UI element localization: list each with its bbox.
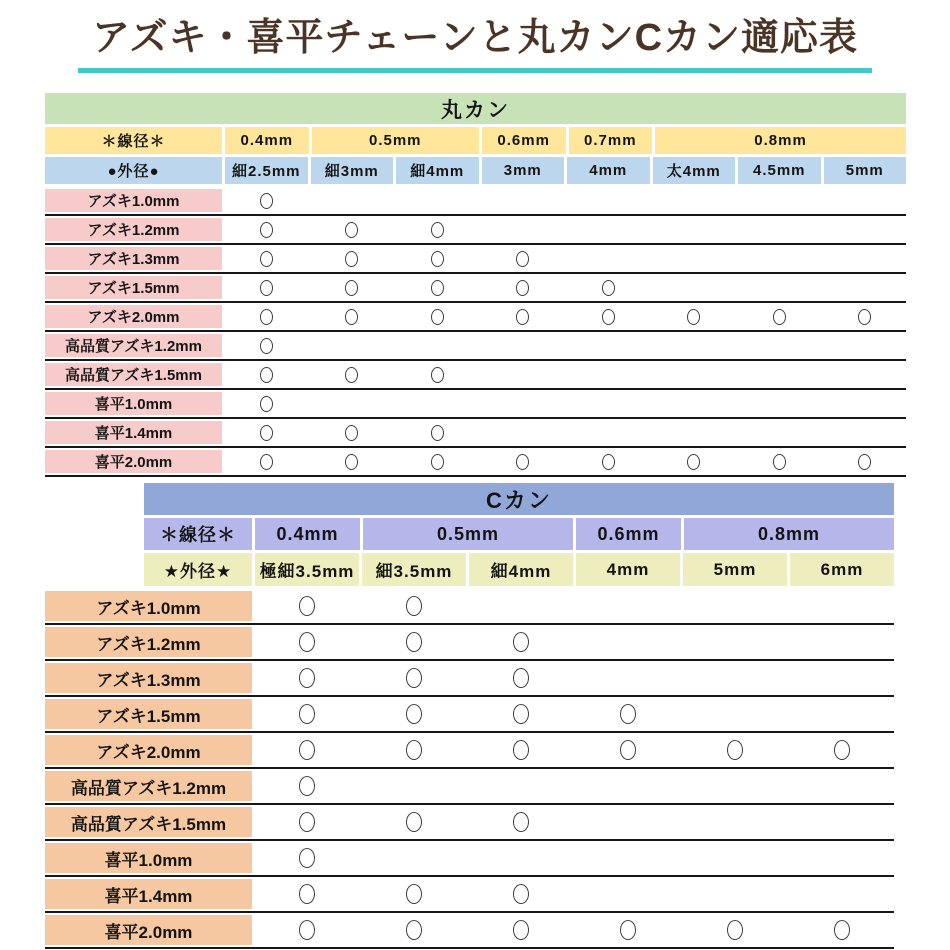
chain-size-label: アズキ1.5mm xyxy=(45,699,252,729)
compat-cell xyxy=(790,661,894,695)
compat-cell xyxy=(824,448,907,475)
outer-diameter-cell: 太4mm xyxy=(653,157,736,184)
compat-cell xyxy=(653,332,736,359)
compat-cell xyxy=(469,697,573,731)
chain-size-label: アズキ1.0mm xyxy=(45,189,222,212)
compat-cell xyxy=(683,769,787,803)
compat-cell xyxy=(311,274,394,301)
compat-cell xyxy=(482,419,565,446)
compat-circle-icon xyxy=(516,280,529,296)
compat-cell xyxy=(653,419,736,446)
compat-cell xyxy=(311,187,394,214)
compat-circle-icon xyxy=(620,704,636,724)
compat-cell xyxy=(362,625,466,659)
compat-cell xyxy=(469,805,573,839)
outer-diameter-cell: 4mm xyxy=(576,553,680,586)
maru-kan-table xyxy=(45,93,906,477)
compat-cell xyxy=(482,303,565,330)
compat-cell xyxy=(824,303,907,330)
outer-diameter-row xyxy=(45,553,894,586)
compat-circle-icon xyxy=(773,309,786,325)
compat-circle-icon xyxy=(513,920,529,940)
compat-cell xyxy=(362,697,466,731)
chain-size-label: アズキ1.3mm xyxy=(45,247,222,270)
compat-circle-icon xyxy=(513,668,529,688)
wire-diameter-cell: 0.8mm xyxy=(655,127,906,154)
outer-diameter-cell: 5mm xyxy=(683,553,787,586)
compat-cell xyxy=(683,697,787,731)
compat-cell xyxy=(567,390,650,417)
chain-size-label: アズキ1.0mm xyxy=(45,591,252,621)
chain-row xyxy=(45,361,906,390)
chain-size-label: アズキ1.2mm xyxy=(45,218,222,241)
compat-circle-icon xyxy=(299,740,315,760)
compat-circle-icon xyxy=(513,632,529,652)
chain-size-label: アズキ1.3mm xyxy=(45,663,252,693)
chain-row xyxy=(45,877,894,913)
chain-row xyxy=(45,589,894,625)
compat-cell xyxy=(824,332,907,359)
chain-row xyxy=(45,245,906,274)
compat-cell xyxy=(567,216,650,243)
compat-circle-icon xyxy=(602,280,615,296)
compat-cell xyxy=(790,769,894,803)
compat-cell xyxy=(738,274,821,301)
compat-cell xyxy=(225,361,308,388)
chain-row xyxy=(45,733,894,769)
wire-diameter-row xyxy=(45,518,894,550)
compat-cell xyxy=(469,733,573,767)
chain-size-label: 高品質アズキ1.2mm xyxy=(45,771,252,801)
compat-cell xyxy=(824,361,907,388)
compat-cell xyxy=(738,419,821,446)
compat-cell xyxy=(790,841,894,875)
compat-circle-icon xyxy=(602,454,615,470)
compat-cell xyxy=(482,332,565,359)
wire-diameter-cell: 0.8mm xyxy=(684,518,894,550)
compat-cell xyxy=(653,448,736,475)
chain-size-label: アズキ1.5mm xyxy=(45,276,222,299)
compat-cell xyxy=(362,769,466,803)
compat-cell xyxy=(790,877,894,911)
compat-cell xyxy=(311,448,394,475)
compat-cell xyxy=(311,390,394,417)
compat-circle-icon xyxy=(516,309,529,325)
compat-cell xyxy=(482,274,565,301)
compat-circle-icon xyxy=(431,425,444,441)
compat-circle-icon xyxy=(602,309,615,325)
compat-cell xyxy=(576,589,680,623)
compat-cell xyxy=(225,274,308,301)
compat-cell xyxy=(469,625,573,659)
compat-cell xyxy=(738,361,821,388)
compat-cell xyxy=(225,390,308,417)
compat-cell xyxy=(482,187,565,214)
compat-cell xyxy=(824,187,907,214)
outer-diameter-cell: 6mm xyxy=(790,553,894,586)
compat-circle-icon xyxy=(406,920,422,940)
compat-circle-icon xyxy=(406,704,422,724)
compat-cell xyxy=(653,390,736,417)
outer-diameter-row xyxy=(45,157,906,184)
compat-circle-icon xyxy=(260,396,273,412)
compat-cell xyxy=(255,697,359,731)
compat-cell xyxy=(225,216,308,243)
compat-cell xyxy=(567,419,650,446)
compat-cell xyxy=(790,805,894,839)
compat-cell xyxy=(469,877,573,911)
compat-circle-icon xyxy=(431,309,444,325)
compat-cell xyxy=(396,361,479,388)
compat-cell xyxy=(482,245,565,272)
compat-cell xyxy=(482,361,565,388)
compat-cell xyxy=(790,733,894,767)
compat-cell xyxy=(255,841,359,875)
compat-cell xyxy=(738,216,821,243)
compat-circle-icon xyxy=(299,920,315,940)
compat-cell xyxy=(311,216,394,243)
compat-circle-icon xyxy=(345,425,358,441)
compat-cell xyxy=(790,697,894,731)
compat-cell xyxy=(567,448,650,475)
compat-cell xyxy=(738,303,821,330)
compat-circle-icon xyxy=(513,812,529,832)
chain-row xyxy=(45,216,906,245)
compat-circle-icon xyxy=(727,740,743,760)
compat-cell xyxy=(225,332,308,359)
chain-size-label: 高品質アズキ1.5mm xyxy=(45,807,252,837)
compat-cell xyxy=(653,361,736,388)
compat-cell xyxy=(482,216,565,243)
compat-cell xyxy=(362,805,466,839)
compat-cell xyxy=(824,216,907,243)
compat-cell xyxy=(255,589,359,623)
compat-cell xyxy=(396,419,479,446)
wire-diameter-row xyxy=(45,127,906,154)
chain-size-label: 高品質アズキ1.2mm xyxy=(45,334,222,357)
compat-circle-icon xyxy=(345,222,358,238)
compat-cell xyxy=(255,877,359,911)
compat-circle-icon xyxy=(345,309,358,325)
compat-circle-icon xyxy=(406,740,422,760)
title-container xyxy=(0,16,950,73)
compat-cell xyxy=(738,332,821,359)
chain-size-label: アズキ2.0mm xyxy=(45,305,222,328)
compat-cell xyxy=(362,589,466,623)
compat-cell xyxy=(255,913,359,947)
chain-row xyxy=(45,419,906,448)
compat-cell xyxy=(683,661,787,695)
compat-cell xyxy=(255,625,359,659)
compat-circle-icon xyxy=(345,280,358,296)
page-title: アズキ・喜平チェーンと丸カンCカン適応表 xyxy=(78,16,872,73)
compat-cell xyxy=(576,625,680,659)
compat-cell xyxy=(576,733,680,767)
compat-cell xyxy=(738,448,821,475)
compat-cell xyxy=(576,877,680,911)
compat-cell xyxy=(311,361,394,388)
compat-cell xyxy=(311,419,394,446)
compat-cell xyxy=(311,332,394,359)
c-kan-table-title: Cカン xyxy=(144,483,894,515)
outer-diameter-cell: 4.5mm xyxy=(738,157,821,184)
compat-circle-icon xyxy=(513,740,529,760)
compat-cell xyxy=(683,805,787,839)
chain-size-label: 高品質アズキ1.5mm xyxy=(45,363,222,386)
compat-circle-icon xyxy=(773,454,786,470)
maru-kan-table-body xyxy=(45,187,906,477)
compat-cell xyxy=(653,245,736,272)
wire-diameter-cell: 0.6mm xyxy=(576,518,681,550)
chain-size-label: アズキ1.2mm xyxy=(45,627,252,657)
chain-size-label: 喜平2.0mm xyxy=(45,450,222,473)
compat-cell xyxy=(824,245,907,272)
compat-cell xyxy=(469,841,573,875)
compat-cell xyxy=(396,216,479,243)
compat-circle-icon xyxy=(431,454,444,470)
compat-cell xyxy=(396,274,479,301)
compat-circle-icon xyxy=(431,367,444,383)
compat-cell xyxy=(653,187,736,214)
chain-size-label: 喜平1.0mm xyxy=(45,392,222,415)
wire-diameter-cell: 0.4mm xyxy=(255,518,360,550)
outer-diameter-cell: 細3.5mm xyxy=(362,553,466,586)
compat-cell xyxy=(567,303,650,330)
compat-circle-icon xyxy=(299,668,315,688)
wire-diameter-cell: 0.5mm xyxy=(312,127,479,154)
compat-circle-icon xyxy=(260,193,273,209)
outer-diameter-cell: 細3mm xyxy=(311,157,394,184)
compat-cell xyxy=(576,913,680,947)
outer-diameter-cell: 3mm xyxy=(482,157,565,184)
chain-row xyxy=(45,332,906,361)
chain-size-label: 喜平1.4mm xyxy=(45,421,222,444)
outer-diameter-cell: 極細3.5mm xyxy=(255,553,359,586)
compat-cell xyxy=(482,448,565,475)
chain-row xyxy=(45,390,906,419)
compat-cell xyxy=(738,187,821,214)
chain-row xyxy=(45,697,894,733)
compat-cell xyxy=(396,303,479,330)
compat-circle-icon xyxy=(345,454,358,470)
compat-circle-icon xyxy=(299,848,315,868)
wire-diameter-cell: 0.7mm xyxy=(569,127,653,154)
compat-cell xyxy=(738,390,821,417)
compat-cell xyxy=(362,877,466,911)
compat-cell xyxy=(396,245,479,272)
compat-circle-icon xyxy=(260,367,273,383)
compat-cell xyxy=(576,661,680,695)
compat-cell xyxy=(653,274,736,301)
outer-diameter-cell: 4mm xyxy=(567,157,650,184)
outer-diameter-cell: 5mm xyxy=(824,157,907,184)
compat-cell xyxy=(255,805,359,839)
compat-cell xyxy=(311,303,394,330)
compat-cell xyxy=(362,733,466,767)
compat-circle-icon xyxy=(620,740,636,760)
compat-cell xyxy=(567,245,650,272)
compat-circle-icon xyxy=(260,425,273,441)
compat-cell xyxy=(567,332,650,359)
compat-circle-icon xyxy=(431,222,444,238)
chain-row xyxy=(45,841,894,877)
compat-cell xyxy=(469,769,573,803)
compat-circle-icon xyxy=(260,251,273,267)
compat-cell xyxy=(790,625,894,659)
wire-diameter-cell: 0.4mm xyxy=(225,127,309,154)
compat-cell xyxy=(225,303,308,330)
compat-circle-icon xyxy=(834,920,850,940)
wire-diameter-cell: 0.6mm xyxy=(482,127,566,154)
compat-circle-icon xyxy=(260,309,273,325)
outer-diameter-label: ★外径★ xyxy=(144,553,252,586)
compat-cell xyxy=(396,390,479,417)
compat-circle-icon xyxy=(260,280,273,296)
outer-diameter-label: ●外径● xyxy=(45,157,222,184)
outer-diameter-cell: 細4mm xyxy=(469,553,573,586)
compat-cell xyxy=(396,332,479,359)
compat-circle-icon xyxy=(345,367,358,383)
compat-cell xyxy=(255,769,359,803)
compat-circle-icon xyxy=(516,251,529,267)
compat-cell xyxy=(396,448,479,475)
compat-cell xyxy=(576,769,680,803)
compat-circle-icon xyxy=(406,812,422,832)
wire-diameter-label: ＊線径＊ xyxy=(144,518,252,550)
c-kan-table xyxy=(45,483,894,949)
compat-circle-icon xyxy=(431,251,444,267)
compat-cell xyxy=(576,841,680,875)
chain-row xyxy=(45,769,894,805)
chain-row xyxy=(45,448,906,477)
compat-circle-icon xyxy=(260,222,273,238)
compat-cell xyxy=(576,805,680,839)
chain-size-label: アズキ2.0mm xyxy=(45,735,252,765)
compat-cell xyxy=(482,390,565,417)
compat-cell xyxy=(738,245,821,272)
compat-cell xyxy=(683,841,787,875)
compat-circle-icon xyxy=(299,632,315,652)
compat-cell xyxy=(790,589,894,623)
compat-circle-icon xyxy=(516,454,529,470)
compat-circle-icon xyxy=(858,454,871,470)
chain-row xyxy=(45,303,906,332)
chain-row xyxy=(45,661,894,697)
compat-cell xyxy=(653,216,736,243)
chain-row xyxy=(45,805,894,841)
compat-cell xyxy=(824,274,907,301)
compat-cell xyxy=(683,733,787,767)
compat-cell xyxy=(255,661,359,695)
compat-cell xyxy=(683,913,787,947)
compat-cell xyxy=(362,913,466,947)
chain-row xyxy=(45,625,894,661)
compat-circle-icon xyxy=(299,776,315,796)
compat-circle-icon xyxy=(260,454,273,470)
compat-circle-icon xyxy=(299,704,315,724)
compat-circle-icon xyxy=(406,884,422,904)
outer-diameter-cell: 細2.5mm xyxy=(225,157,308,184)
wire-diameter-label: ＊線径＊ xyxy=(45,127,222,154)
chain-row xyxy=(45,187,906,216)
compat-cell xyxy=(311,245,394,272)
compat-circle-icon xyxy=(687,454,700,470)
compat-cell xyxy=(653,303,736,330)
chain-size-label: 喜平2.0mm xyxy=(45,915,252,945)
compat-circle-icon xyxy=(406,668,422,688)
compat-circle-icon xyxy=(260,338,273,354)
compat-cell xyxy=(396,187,479,214)
compat-cell xyxy=(683,589,787,623)
compat-circle-icon xyxy=(345,251,358,267)
compat-cell xyxy=(824,419,907,446)
compat-circle-icon xyxy=(834,740,850,760)
compat-circle-icon xyxy=(620,920,636,940)
compat-circle-icon xyxy=(299,812,315,832)
compat-circle-icon xyxy=(431,280,444,296)
compat-cell xyxy=(567,361,650,388)
compat-cell xyxy=(225,187,308,214)
compat-cell xyxy=(824,390,907,417)
compat-circle-icon xyxy=(513,884,529,904)
compat-cell xyxy=(255,733,359,767)
chain-size-label: 喜平1.4mm xyxy=(45,879,252,909)
compat-circle-icon xyxy=(406,632,422,652)
compat-cell xyxy=(576,697,680,731)
compat-cell xyxy=(469,913,573,947)
compat-circle-icon xyxy=(406,596,422,616)
wire-diameter-cell: 0.5mm xyxy=(363,518,573,550)
compat-cell xyxy=(469,661,573,695)
compat-circle-icon xyxy=(687,309,700,325)
compat-circle-icon xyxy=(858,309,871,325)
compat-cell xyxy=(469,589,573,623)
compat-cell xyxy=(362,841,466,875)
compat-cell xyxy=(225,419,308,446)
compat-cell xyxy=(362,661,466,695)
chain-row xyxy=(45,274,906,303)
compat-cell xyxy=(790,913,894,947)
compat-cell xyxy=(683,625,787,659)
compat-circle-icon xyxy=(727,920,743,940)
c-kan-table-body xyxy=(45,589,894,949)
chain-size-label: 喜平1.0mm xyxy=(45,843,252,873)
maru-kan-table-title: 丸カン xyxy=(45,93,906,124)
compat-circle-icon xyxy=(299,884,315,904)
compat-cell xyxy=(225,448,308,475)
compat-cell xyxy=(567,274,650,301)
compat-cell xyxy=(225,245,308,272)
compat-cell xyxy=(683,877,787,911)
outer-diameter-cell: 細4mm xyxy=(396,157,479,184)
compat-cell xyxy=(567,187,650,214)
chain-row xyxy=(45,913,894,949)
compat-circle-icon xyxy=(299,596,315,616)
compat-circle-icon xyxy=(513,704,529,724)
